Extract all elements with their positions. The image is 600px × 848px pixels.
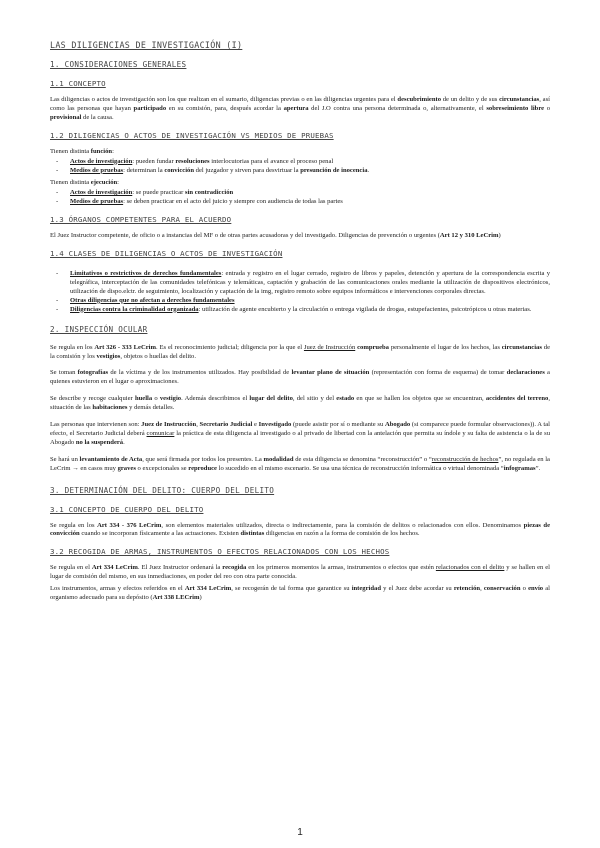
section-1-1-heading: 1.1 CONCEPTO [50, 79, 106, 88]
inspeccion-paragraph-1: Se regula en los Art 326 - 333 LeCrim. Es el reconocimiento judicial; diligencia por la que el Juez de Instrucción comprueba personalmente el lugar de los hechos, las circunstancias de la comisión y los vestigios, objetos o huellas del delito. [50, 343, 550, 360]
list-item: - Medios de pruebas: se deben practicar en el acto del juicio y siempre con audiencia de todas las partes [50, 198, 550, 207]
section-3-heading: 3. DETERMINACIÓN DEL DELITO: CUERPO DEL DELITO [50, 485, 275, 495]
list-item: - Otras diligencias que no afectan a derechos fundamentales [50, 297, 550, 306]
list-item: - Medios de pruebas: determinan la convicción del juzgador y sirven para desvirtuar la presunción de inocencia. [50, 167, 550, 176]
cuerpo-delito-paragraph: Se regula en los Art 334 - 376 LeCrim, son elementos materiales utilizados, directa o indirectamente, para la comisión de delitos o relacionados con ellos. Denominamos piezas de convicción cuando se incorporan físicamente a las actuaciones. Existen distintas diligencias en razón a la forma de comisión de los hechos. [50, 521, 550, 538]
organos-paragraph: El Juez Instructor competente, de oficio o a instancias del MF o de otras partes acusadoras y del investigado. Diligencias de prevención o urgentes (Art 12 y 310 LeCrim) [50, 232, 501, 240]
list-item: - Diligencias contra la criminalidad organizada: utilización de agente encubierto y la circulación o entrega vigilada de drogas, estupefacientes, psicotrópicos u otras materias. [50, 306, 550, 315]
ejecucion-label: Tienen distinta ejecución: [50, 179, 120, 187]
inspeccion-paragraph-4: Las personas que intervienen son: Juez de Instrucción, Secretario Judicial e Investigado (puede asistir por sí o mediante su Abogado (si comparece puede formular observaciones)). A tal efecto, el Secretario Judicial deberá comunicar la práctica de esta diligencia al investigado o al privado de libertad con la antelación que permita su índole y su falta de asistencia o la de su Abogado no la suspenderá. [50, 421, 550, 446]
section-2-heading: 2. INSPECCIÓN OCULAR [50, 324, 148, 334]
section-1-3-heading: 1.3 ÓRGANOS COMPETENTES PARA EL ACUERDO [50, 215, 232, 225]
list-item: - Actos de investigación: pueden fundar resoluciones interlocutorias para el avance el proceso penal [50, 158, 550, 167]
list-item: - Limitativos o restrictivos de derechos fundamentales: entrada y registro en el lugar cerrado, registro de libros y papeles, detención y apertura de la correspondencia escrita y telegráfica, interceptación de las comunidades telefónicas y telemáticas, captación y grabación de las comunicaciones orales mediante la utilización de dispositivos electrónicos, utilización de dispo.elctr. de seguimiento, localización y captación de la img, registro remoto sobre equipos informáticos e intervenciones corporales directas. [50, 270, 550, 297]
funcion-label: Tienen distinta función: [50, 147, 114, 155]
funcion-list [50, 158, 550, 176]
ejecucion-list [50, 189, 550, 207]
concepto-paragraph: Las diligencias o actos de investigación son los que realizan en el sumario, diligencias previas o en las diligencias urgentes para el descubrimiento de un delito y de sus circunstancias, así como las personas que hayan participado en su comisión, para, después acordar la apertura del J.O contra una persona determinada o, alternativamente, el sobreseimiento libre o provisional de la causa. [50, 96, 551, 121]
recogida-paragraph-1: Se regula en el Art 334 LeCrim. El Juez Instructor ordenará la recogida en los primeros momentos la armas, instrumentos o efectos que estén relacionados con el delito y se hallen en el lugar de comisión del mismo, en sus inmediaciones, en poder del reo con otra parte conocida. [50, 564, 551, 581]
recogida-paragraph-2: Los instrumentos, armas y efectos referidos en el Art 334 LeCrim, se recogerán de tal forma que garantice su integridad y el Juez debe acordar su retención, conservación o envío al organismo adecuado para su depósito (Art 338 LECrim) [50, 585, 551, 602]
section-3-1-heading: 3.1 CONCEPTO DE CUERPO DEL DELITO [50, 504, 204, 514]
section-1-2-heading: 1.2 DILIGENCIAS O ACTOS DE INVESTIGACIÓN VS MEDIOS DE PRUEBAS [50, 130, 334, 140]
inspeccion-paragraph-3: Se describe y recoge cualquier huella o vestigio. Además describimos el lugar del delito, del sitio y del estado en que se hallen los objetos que se encuentran, accidentes del terreno, situación de las habitaciones y demás detalles. [50, 395, 550, 412]
inspeccion-paragraph-5: Se hará un levantamiento de Acta, que será firmada por todos los presentes. La modalidad de esta diligencia se denomina “reconstrucción” o “reconstrucción de hechos”, no regulada en la LeCrim → en casos muy graves o excepcionales se reproduce lo sucedido en el mismo escenario. Se usa una técnica de reconstrucción informática o virtual denominada “infogramas”. [50, 455, 550, 472]
list-item: - Actos de investigación: se puede practicar sin contradicción [50, 189, 550, 198]
page-number: 1 [297, 827, 303, 838]
document-title: LAS DILIGENCIAS DE INVESTIGACIÓN (I) [50, 40, 243, 50]
section-3-2-heading: 3.2 RECOGIDA DE ARMAS, INSTRUMENTOS O EFECTOS RELACIONADOS CON LOS HECHOS [50, 547, 390, 557]
inspeccion-paragraph-2: Se toman fotografías de la víctima y de los instrumentos utilizados. Hay posibilidad de levantar plano de situación (representación con forma de esquema) de tomar declaraciones a quienes estuvieron en el lugar o aproximaciones. [50, 369, 550, 386]
section-1-4-heading: 1.4 CLASES DE DILIGENCIAS O ACTOS DE INVESTIGACIÓN [50, 249, 283, 259]
document-page [50, 40, 550, 611]
section-1-heading: 1. CONSIDERACIONES GENERALES [50, 60, 187, 69]
clases-list [50, 270, 550, 315]
